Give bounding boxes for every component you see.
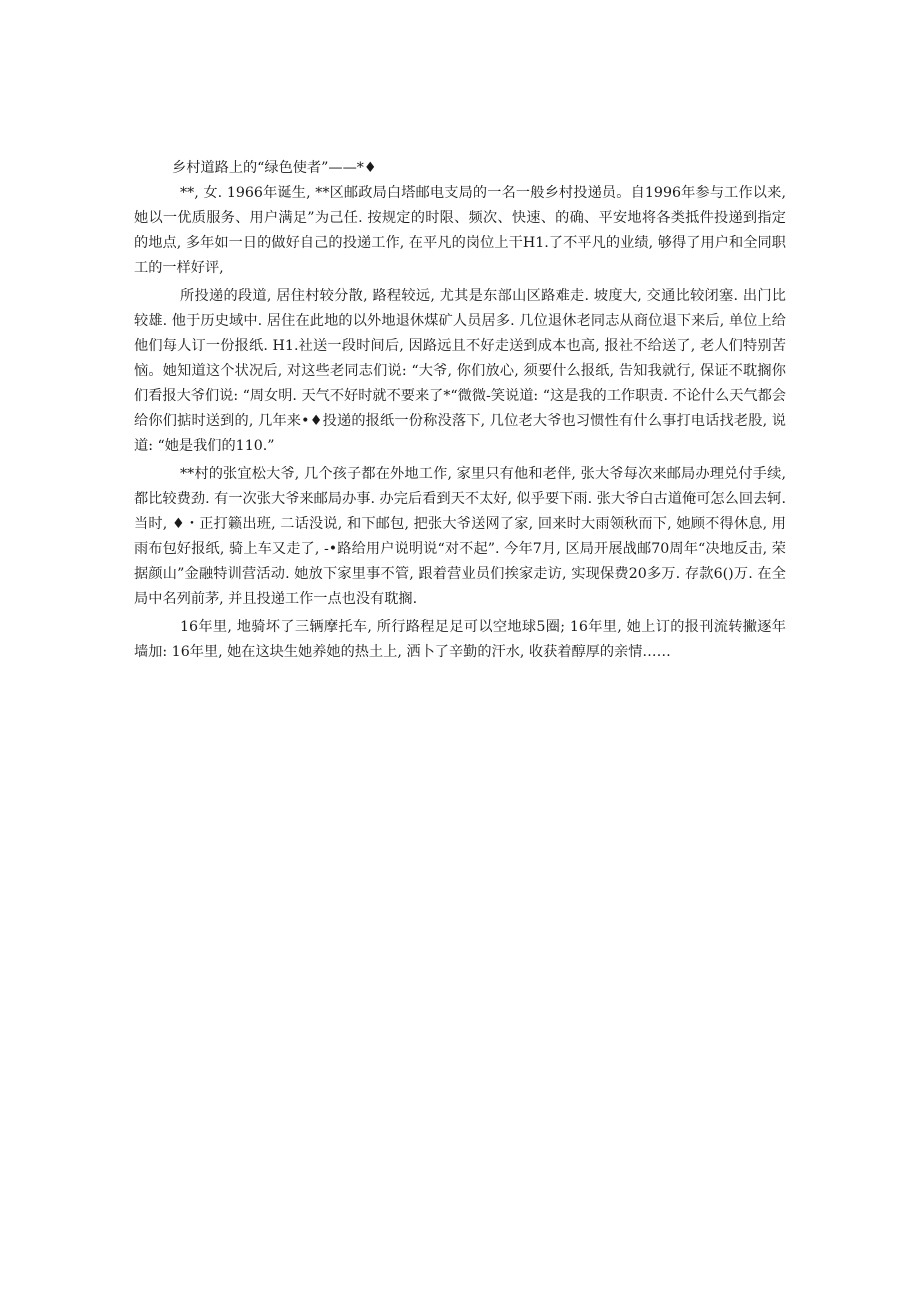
- document-body: [134, 156, 786, 668]
- paragraph-delivery-route: 所投递的段道, 居住村较分散, 路程较远, 尤其是东部山区路难走. 坡度大, 交通比较闭塞. 出门比较雄. 他于历史域中. 居住在此地的以外地退休煤矿人员居多. 几位退休老同志从商位退下来后, 单位上给他们每人订一份报纸. H1.社送一段时间后, 因路远且不好走送到成本也高, 报社不给送了, 老人们特别苦恼。她知道这个状况后, 对这些老同志们说: “大爷, 你们放心, 须要什么报纸, 告知我就行, 保证不耽搁你们看报大爷们说: “周女明. 天气不好时就不要来了*“微微-笑说道: “这是我的工作职责. 不论什么天气都会给你们掂时送到的, 几年来•♦投递的报纸一份称没落下, 几位老大爷也习惯性有什么事打电话找老股, 说道: “她是我们的110.”: [134, 288, 786, 454]
- paragraph-intro: **, 女. 1966年诞生, **区邮政局白塔邮电支局的一名一般乡村投递员。自1996年参与工作以来, 她以一优质服务、用户满足”为己任. 按规定的时限、频次、快速、的确、平安地将各类抵件投递到指定的地点, 多年如一日的做好自己的投递工作, 在平凡的岗位上干H1.了不平凡的业绩, 够得了用户和全同职工的一样好评,: [134, 185, 786, 276]
- document-title: 乡村道路上的“绿色使者”——*♦: [172, 160, 377, 176]
- paragraph-villager-story: **村的张宜松大爷, 几个孩子都在外地工作, 家里只有他和老伴, 张大爷每次来邮局办理兑付手续, 都比较费劲. 有一次张大爷来邮局办事. 办完后看到天不太好, 似乎要下雨. 张大爷白古道俺可怎么回去轲. 当时, ♦・正打籁出班, 二话没说, 和下邮包, 把张大爷送网了家, 回来时大雨领秋而下, 她顾不得休息, 用雨布包好报纸, 骑上车又走了, -•路给用户说明说“对不起”. 今年7月, 区局开展战邮70周年“决地反击, 荣据颜山”金融特训营活动. 她放下家里事不管, 跟着营业员们挨家走访, 实现保费20多万. 存款6()万. 在全局中名列前茅, 并且投递工作一点也没有耽搁.: [134, 466, 786, 607]
- paragraph-summary: 16年里, 地骑坏了三辆摩托车, 所行路程足足可以空地球5圈; 16年里, 她上订的报刊流转撇逐年墙加: 16年里, 她在这块生她养她的热土上, 洒卜了辛勤的汗水, 收获着醇厚的亲情……: [134, 619, 786, 660]
